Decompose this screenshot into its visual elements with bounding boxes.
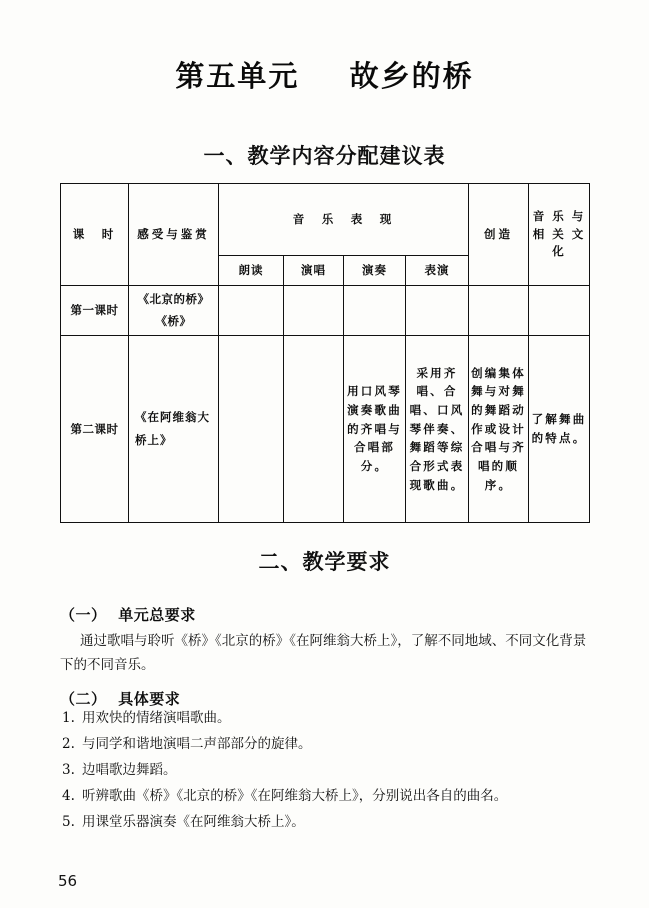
cell-singing-2 xyxy=(284,336,344,523)
teaching-content-table-wrapper xyxy=(60,183,589,523)
cell-reading-1 xyxy=(219,286,284,336)
header-sub-reading: 朗读 xyxy=(219,256,284,286)
header-performance: 音 乐 表 现 xyxy=(219,184,469,256)
page-number: 56 xyxy=(58,872,78,890)
teaching-content-table xyxy=(60,183,590,523)
cell-culture-1 xyxy=(529,286,590,336)
table-row xyxy=(61,336,590,523)
cell-singing-1 xyxy=(284,286,344,336)
specific-requirements-list xyxy=(62,712,589,842)
table-row xyxy=(61,286,590,336)
subsection-specific-label: 具体要求 xyxy=(118,690,181,708)
list-item xyxy=(62,764,589,790)
song-title-beijing: 《北京的桥》 xyxy=(137,291,210,306)
cell-playing-1 xyxy=(344,286,406,336)
list-item-index: 5. xyxy=(62,814,75,830)
cell-appreciation-2: 《在阿维翁大桥上》 xyxy=(129,336,219,523)
list-item xyxy=(62,790,589,816)
cell-reading-2 xyxy=(219,336,284,523)
header-sub-singing: 演唱 xyxy=(284,256,344,286)
cell-acting-1 xyxy=(406,286,469,336)
unit-title-right: 故乡的桥 xyxy=(349,59,474,93)
subsection-general-label: 单元总要求 xyxy=(118,606,196,624)
cell-playing-2 xyxy=(344,336,406,523)
list-item-text: 听辨歌曲《桥》《北京的桥》《在阿维翁大桥上》，分别说出各自的曲名。 xyxy=(82,788,508,804)
table-header-row-1 xyxy=(61,184,590,256)
cell-appreciation-1 xyxy=(129,286,219,336)
header-sub-playing: 演奏 xyxy=(344,256,406,286)
list-item xyxy=(62,738,589,764)
cell-culture-2 xyxy=(529,336,590,523)
header-creation: 创造 xyxy=(469,184,529,286)
cell-period-2: 第二课时 xyxy=(61,336,129,523)
cell-creation-2-text: 创编集体舞与对舞的舞蹈动作或设计合唱与齐唱的顺序。 xyxy=(471,365,526,492)
cell-culture-2-text: 了解舞曲的特点。 xyxy=(531,412,587,445)
list-item xyxy=(62,712,589,738)
section-heading-2: 二、教学要求 xyxy=(258,549,391,574)
unit-title-left: 第五单元 xyxy=(175,59,300,93)
cell-acting-2-text: 采用齐唱、合唱、口风琴伴奏、舞蹈等综合形式表现歌曲。 xyxy=(409,365,465,492)
list-item-text: 用课堂乐器演奏《在阿维翁大桥上》。 xyxy=(82,814,305,830)
cell-creation-2 xyxy=(469,336,529,523)
list-item-text: 用欢快的情绪演唱歌曲。 xyxy=(82,710,231,726)
header-appreciation: 感受与鉴赏 xyxy=(129,184,219,286)
subsection-general-number: （一） xyxy=(60,606,107,624)
header-period: 课 时 xyxy=(61,184,129,286)
list-item-index: 4. xyxy=(62,788,75,804)
subsection-heading-specific xyxy=(60,688,180,709)
cell-period-1: 第一课时 xyxy=(61,286,129,336)
subsection-specific-number: （二） xyxy=(60,690,107,708)
list-item-text: 边唱歌边舞蹈。 xyxy=(82,762,177,778)
list-item-index: 1. xyxy=(62,710,75,726)
cell-creation-1 xyxy=(469,286,529,336)
header-sub-acting: 表演 xyxy=(406,256,469,286)
header-culture: 音 乐 与 相 关 文 化 xyxy=(529,184,590,286)
section-heading-1: 一、教学内容分配建议表 xyxy=(203,143,446,168)
list-item-index: 3. xyxy=(62,762,75,778)
subsection-heading-general xyxy=(60,604,196,625)
general-requirement-paragraph: 通过歌唱与聆听《桥》《北京的桥》《在阿维翁大桥上》，了解不同地域、不同文化背景下的不同音乐。 xyxy=(60,633,587,673)
list-item-text: 与同学和谐地演唱二声部部分的旋律。 xyxy=(82,736,312,752)
page-title xyxy=(0,54,649,95)
cell-acting-2 xyxy=(406,336,469,523)
list-item xyxy=(62,816,589,842)
list-item-index: 2. xyxy=(62,736,75,752)
cell-playing-2-text: 用口风琴演奏歌曲的齐唱与合唱部分。 xyxy=(347,384,402,473)
song-title-bridge: 《桥》 xyxy=(155,313,192,328)
